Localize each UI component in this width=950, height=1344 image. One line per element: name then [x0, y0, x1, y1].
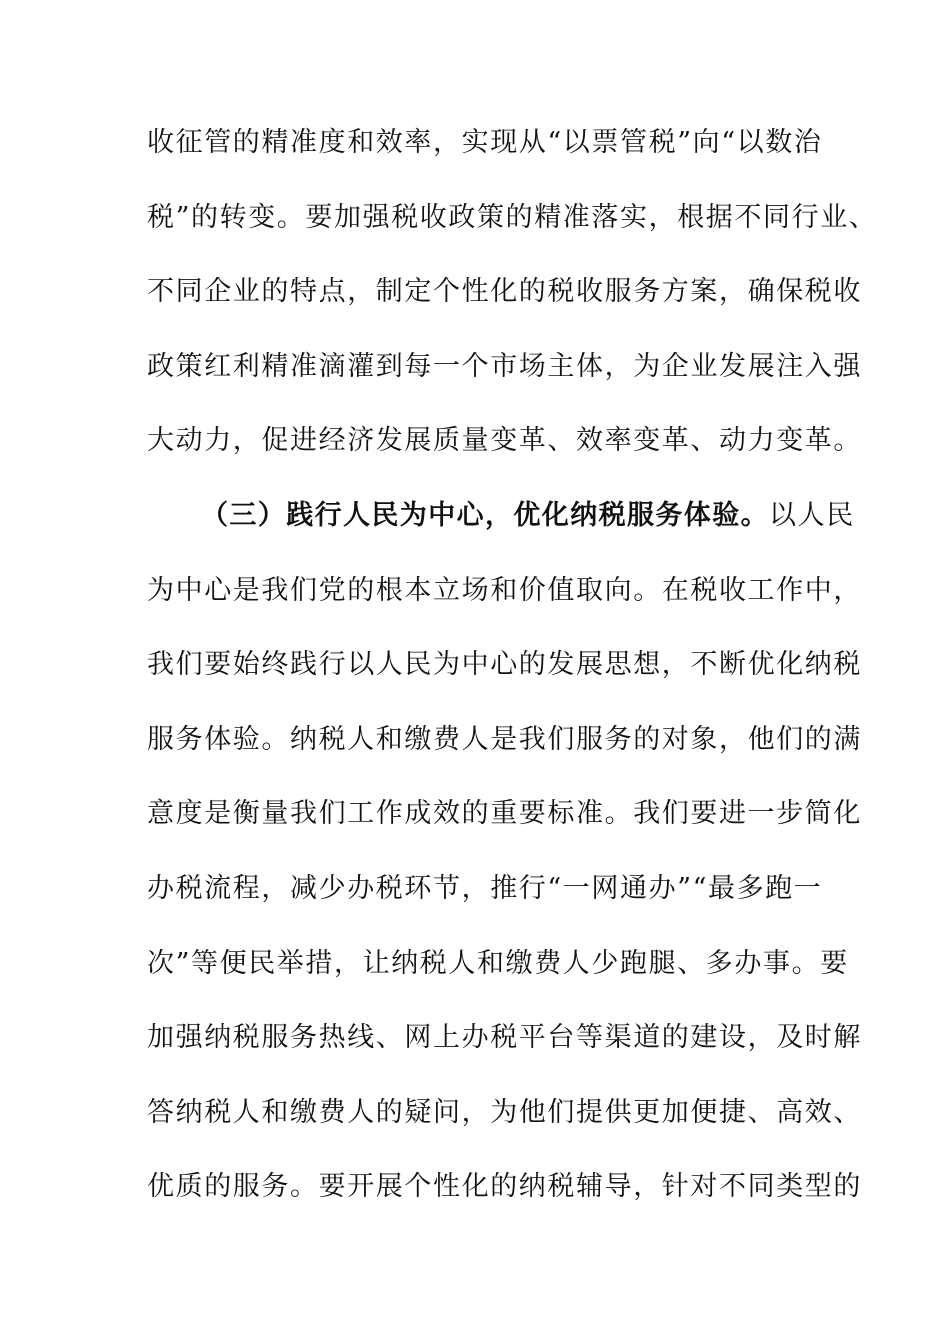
section-heading-line	[147, 496, 855, 571]
text-line: 政策红利精准滴灌到每一个市场主体，为企业发展注入强	[147, 350, 862, 382]
text-line: 不同企业的特点，制定个性化的税收服务方案，确保税收	[147, 276, 862, 308]
text-line: 税”的转变。要加强税收政策的精准落实，根据不同行业、	[147, 201, 878, 233]
text-line: 大动力，促进经济发展质量变革、效率变革、动力变革。	[147, 425, 862, 457]
paragraph-continuation	[147, 123, 878, 496]
text-line-rest: 以人民	[769, 499, 855, 531]
paragraph-section-three	[147, 496, 862, 1242]
text-line: 为中心是我们党的根本立场和价值取向。在税收工作中，	[147, 574, 862, 606]
text-line: 答纳税人和缴费人的疑问，为他们提供更加便捷、高效、	[147, 1096, 862, 1128]
document-body	[147, 123, 878, 1242]
text-line: 加强纳税服务热线、网上办税平台等渠道的建设，及时解	[147, 1022, 862, 1054]
text-line: 次”等便民举措，让纳税人和缴费人少跑腿、多办事。要	[147, 947, 849, 979]
section-heading: （三）践行人民为中心，优化纳税服务体验。	[201, 499, 769, 531]
text-line: 意度是衡量我们工作成效的重要标准。我们要进一步简化	[147, 798, 862, 830]
text-line: 我们要始终践行以人民为中心的发展思想，不断优化纳税	[147, 649, 862, 681]
text-line: 办税流程，减少办税环节，推行“一网通办”“最多跑一	[147, 872, 823, 904]
text-line: 收征管的精准度和效率，实现从“以票管税”向“以数治	[147, 127, 823, 158]
text-line: 服务体验。纳税人和缴费人是我们服务的对象，他们的满	[147, 723, 862, 755]
text-line: 优质的服务。要开展个性化的纳税辅导，针对不同类型的	[147, 1171, 862, 1203]
